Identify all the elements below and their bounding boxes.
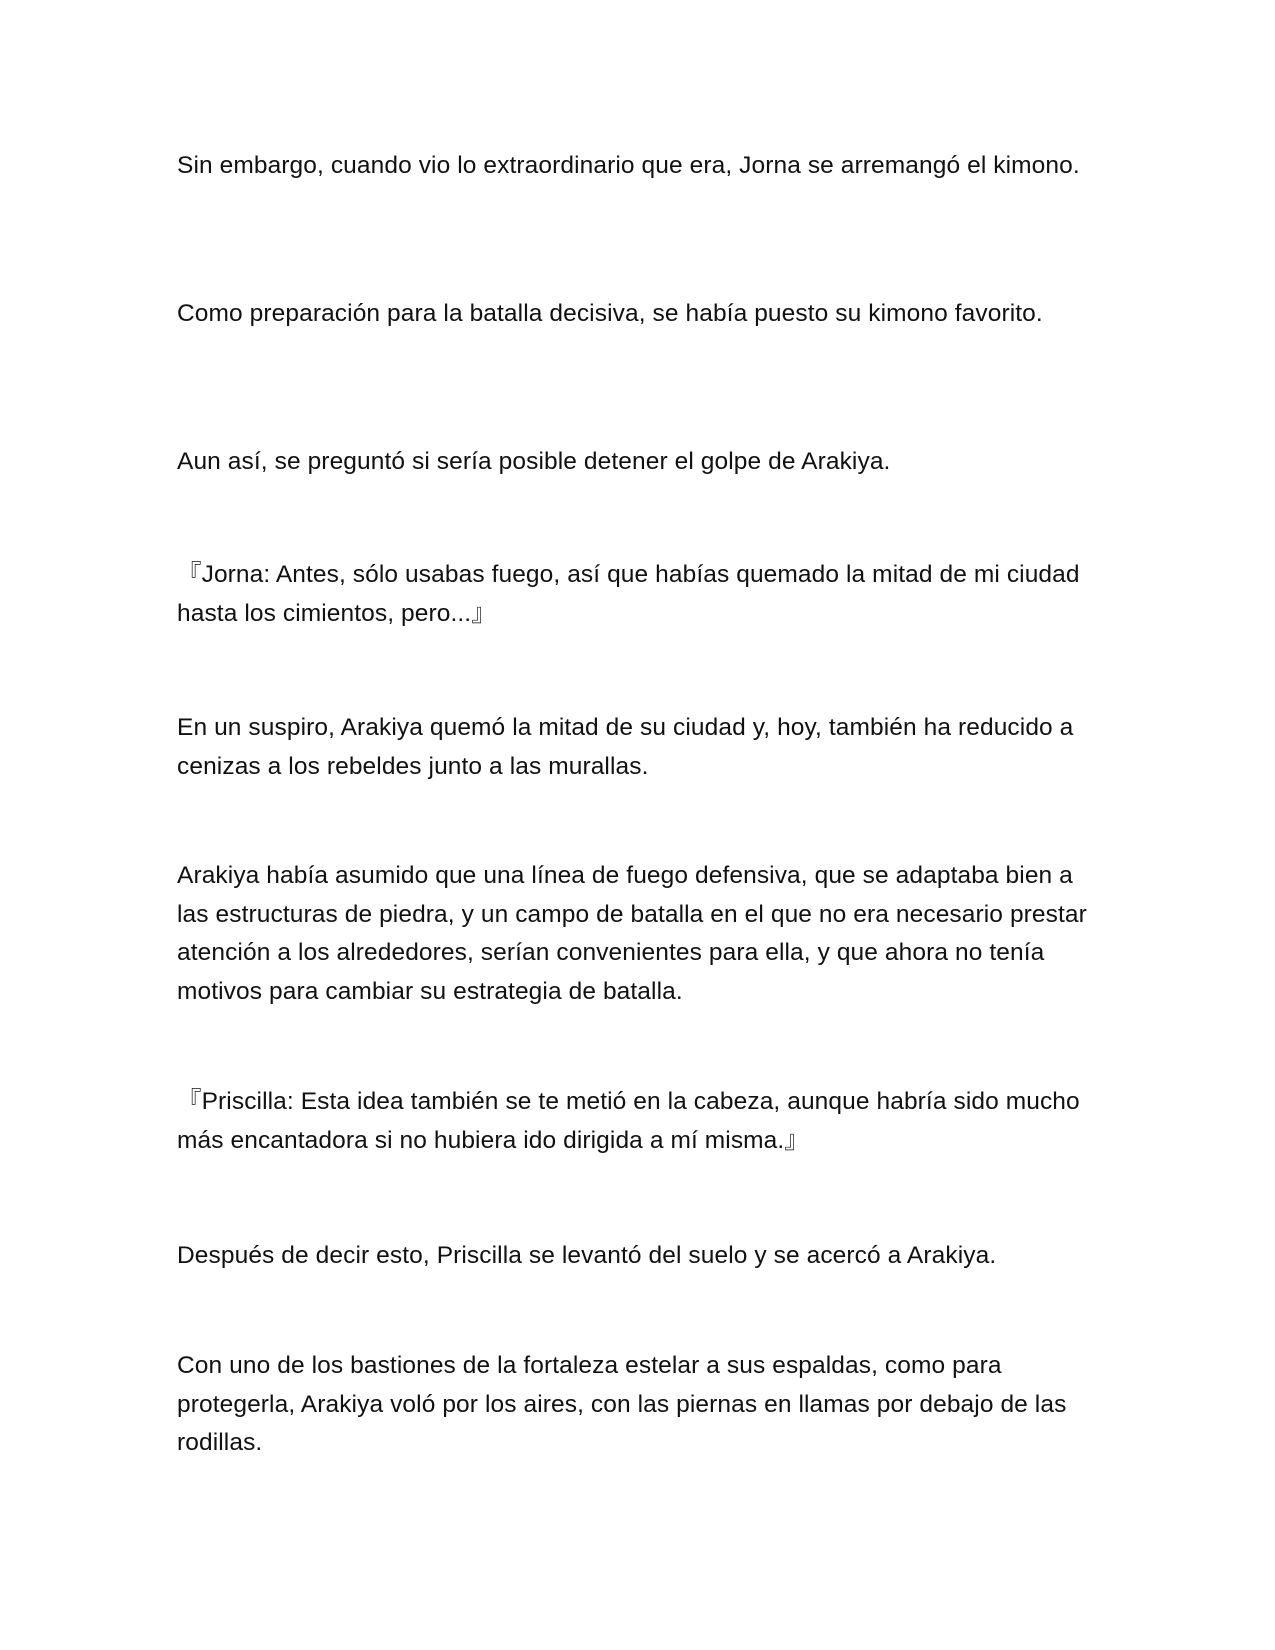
dialogue-paragraph: 『Jorna: Antes, sólo usabas fuego, así que habías quemado la mitad de mi ciudad hasta los cimientos, pero...』 xyxy=(177,561,1080,627)
paragraph: En un suspiro, Arakiya quemó la mitad de su ciudad y, hoy, también ha reducido a cenizas a los rebeldes junto a las murallas. xyxy=(177,714,1074,780)
dialogue-paragraph: 『Priscilla: Esta idea también se te metió en la cabeza, aunque habría sido mucho más encantadora si no hubiera ido dirigida a mí misma.』 xyxy=(177,1088,1080,1154)
paragraph: Con uno de los bastiones de la fortaleza estelar a sus espaldas, como para protegerla, Arakiya voló por los aires, con las piernas en llamas por debajo de las rodillas. xyxy=(177,1352,1067,1456)
paragraph: Aun así, se preguntó si sería posible detener el golpe de Arakiya. xyxy=(177,448,891,475)
paragraph: Después de decir esto, Priscilla se levantó del suelo y se acercó a Arakiya. xyxy=(177,1242,997,1269)
paragraph: Como preparación para la batalla decisiva, se había puesto su kimono favorito. xyxy=(177,300,1043,327)
paragraph: Arakiya había asumido que una línea de fuego defensiva, que se adaptaba bien a las estructuras de piedra, y un campo de batalla en el que no era necesario prestar atención a los alrededores, serían convenientes para ella, y que ahora no tenía motivos para cambiar su estrategia de batalla. xyxy=(177,862,1087,1005)
paragraph: Sin embargo, cuando vio lo extraordinario que era, Jorna se arremangó el kimono. xyxy=(177,152,1080,179)
